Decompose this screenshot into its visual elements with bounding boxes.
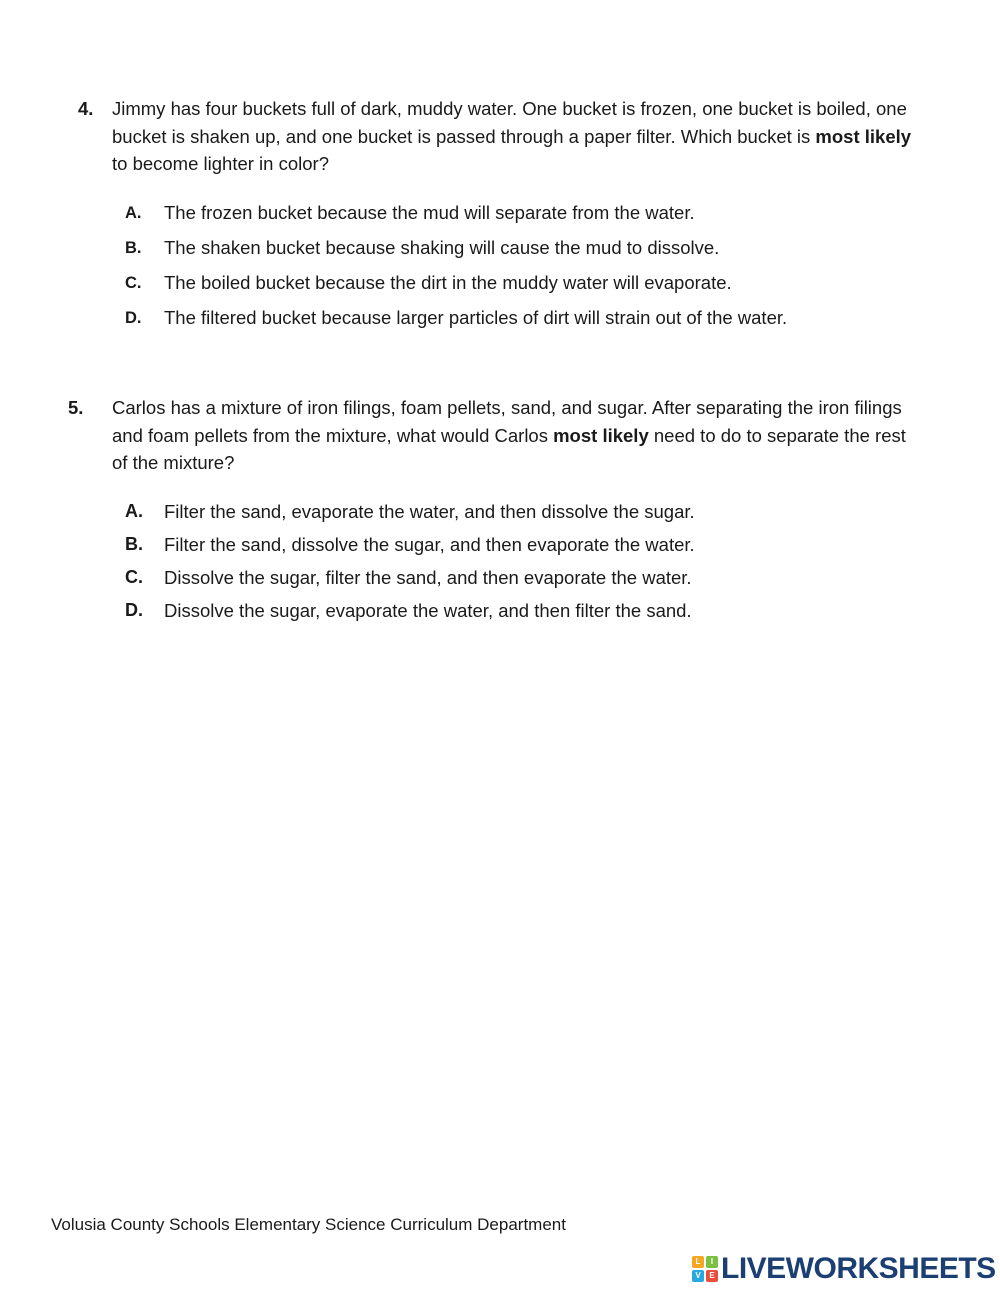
answer-choice-a[interactable] <box>0 202 1000 228</box>
question-text <box>112 394 912 477</box>
answer-choice-d[interactable] <box>0 307 1000 333</box>
choice-letter: D. <box>125 309 142 327</box>
brand-name: LIVEWORKSHEETS <box>721 1252 996 1285</box>
question-emphasis: most likely <box>553 424 649 446</box>
question-text-part: Jimmy has four buckets full of dark, muddy water. One bucket is frozen, one bucket is boiled, one bucket is shaken up, and one bucket is passed through a paper filter. Which bucket is <box>112 98 907 147</box>
choice-letter: C. <box>125 567 143 587</box>
question-text <box>112 95 912 178</box>
choice-letter: A. <box>125 501 143 521</box>
footer-text: Volusia County Schools Elementary Science Curriculum Department <box>51 1215 566 1234</box>
liveworksheets-brand[interactable] <box>692 1252 996 1286</box>
choice-letter: B. <box>125 239 142 257</box>
choice-text: Filter the sand, evaporate the water, and then dissolve the sugar. <box>164 501 695 522</box>
liveworksheets-logo-icon <box>692 1256 718 1282</box>
choice-text: The frozen bucket because the mud will separate from the water. <box>164 202 695 223</box>
choice-text: The filtered bucket because larger particles of dirt will strain out of the water. <box>164 307 788 328</box>
choice-letter: B. <box>125 534 143 554</box>
answer-choice-d[interactable] <box>0 600 1000 626</box>
question-number: 4. <box>78 98 94 119</box>
choice-letter: C. <box>125 274 142 292</box>
answer-choice-c[interactable] <box>0 567 1000 593</box>
question-text-part: Carlos has a mixture of iron filings, foam pellets, sand, and sugar. After separating the iron filings and foam pellets from the mixture, what would Carlos <box>112 397 902 446</box>
choice-letter: A. <box>125 204 142 222</box>
answer-choice-b[interactable] <box>0 237 1000 263</box>
logo-tile: V <box>692 1270 704 1282</box>
answer-choice-a[interactable] <box>0 501 1000 527</box>
logo-tile: I <box>706 1256 718 1268</box>
choice-text: Filter the sand, dissolve the sugar, and then evaporate the water. <box>164 534 695 555</box>
question-text-part: need to do to separate the rest of the mixture? <box>112 424 906 473</box>
question-emphasis: most likely <box>815 125 912 147</box>
logo-tile: L <box>692 1256 704 1268</box>
choice-text: The shaken bucket because shaking will cause the mud to dissolve. <box>164 237 720 258</box>
answer-choice-b[interactable] <box>0 534 1000 560</box>
choice-text: The boiled bucket because the dirt in the muddy water will evaporate. <box>164 272 732 293</box>
choice-text: Dissolve the sugar, filter the sand, and then evaporate the water. <box>164 567 692 588</box>
logo-tile: E <box>706 1270 718 1282</box>
choice-letter: D. <box>125 600 143 620</box>
question-number: 5. <box>68 397 84 418</box>
answer-choice-c[interactable] <box>0 272 1000 298</box>
question-text-part: to become lighter in color? <box>112 153 329 174</box>
choice-text: Dissolve the sugar, evaporate the water, and then filter the sand. <box>164 600 692 621</box>
